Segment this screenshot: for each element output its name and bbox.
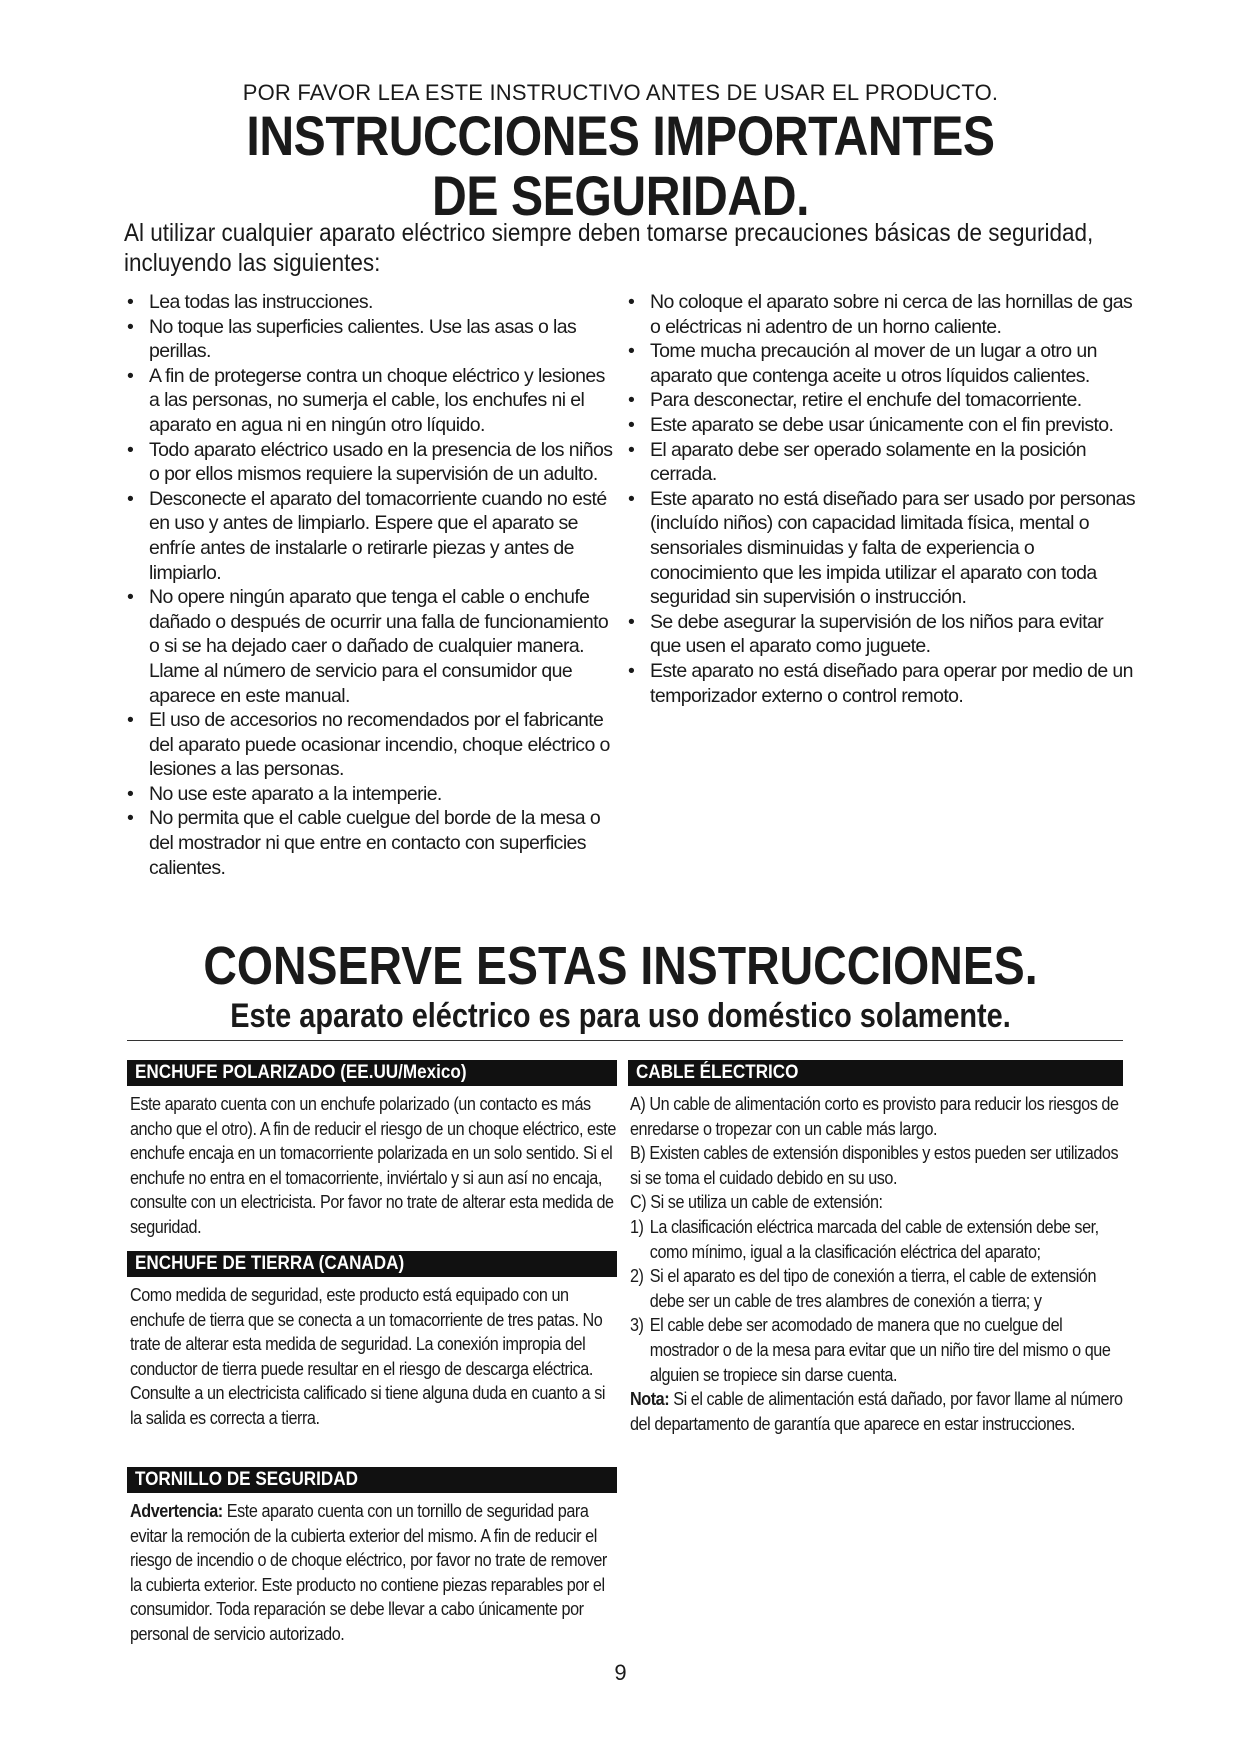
right-bullet-item: • Este aparato no está diseñado para operar por medio de un temporizador externo o control remoto. bbox=[628, 659, 1138, 708]
ground-plug-heading: ENCHUFE DE TIERRA (CANADA) bbox=[127, 1251, 617, 1277]
left-bullet-item: • Lea todas las instrucciones. bbox=[127, 290, 617, 315]
cable-numbered-item bbox=[630, 1264, 1125, 1313]
page-title bbox=[87, 106, 1154, 226]
safety-list-left bbox=[127, 290, 617, 880]
domestic-use-heading: Este aparato eléctrico es para uso doméstico solamente. bbox=[230, 997, 1011, 1035]
safety-screw-heading: TORNILLO DE SEGURIDAD bbox=[127, 1467, 617, 1493]
note-text: Si el cable de alimentación está dañado, por favor llame al número del departamento de garantía que aparece en estar instrucciones. bbox=[630, 1389, 1123, 1434]
left-bullet-item: • Desconecte el aparato del tomacorriente cuando no esté en uso y antes de limpiarlo. Espere que el aparato se enfríe antes de instalarle o retirarle piezas y antes de limpiarlo. bbox=[127, 487, 617, 585]
cable-text bbox=[630, 1092, 1125, 1436]
left-bullet-item: • No toque las superficies calientes. Use las asas o las perillas. bbox=[127, 315, 617, 364]
cable-numbered-item bbox=[630, 1313, 1125, 1387]
cable-item-a: A) Un cable de alimentación corto es provisto para reducir los riesgos de enredarse o tropezar con un cable más largo. bbox=[630, 1094, 1119, 1139]
item-number: 1) bbox=[630, 1216, 644, 1237]
polarized-plug-body: Este aparato cuenta con un enchufe polarizado (un contacto es más ancho que el otro). A fin de reducir el riesgo de un choque eléctrico, este enchufe encaja en un tomacorriente polarizada en un solo sentido. Si el enchufe no entra en el tomacorriente, inviértalo y si aun así no encaja, consulte con un electricista. Por favor no trate de alterar esta medida de seguridad. bbox=[130, 1094, 616, 1237]
cable-numbered-list bbox=[630, 1215, 1125, 1387]
right-bullet-item: • Tome mucha precaución al mover de un lugar a otro un aparato que contenga aceite u otros líquidos calientes. bbox=[628, 339, 1138, 388]
note-label: Nota: bbox=[630, 1389, 670, 1410]
divider bbox=[127, 1040, 1123, 1041]
cable-note bbox=[630, 1387, 1125, 1436]
left-bullet-item: • A fin de protegerse contra un choque eléctrico y lesiones a las personas, no sumerja el cable, los enchufes ni el aparato en agua ni en ningún otro líquido. bbox=[127, 364, 617, 438]
cable-heading: CABLE ÉLECTRICO bbox=[628, 1060, 1123, 1086]
intro-paragraph: Al utilizar cualquier aparato eléctrico siempre deben tomarse precauciones básicas de seguridad, incluyendo las siguientes: bbox=[124, 219, 1094, 277]
polarized-plug-text bbox=[130, 1092, 616, 1240]
ground-plug-text bbox=[130, 1283, 616, 1431]
item-number: 2) bbox=[630, 1266, 644, 1287]
polarized-plug-heading: ENCHUFE POLARIZADO (EE.UU/Mexico) bbox=[127, 1060, 617, 1086]
item-text: La clasificación eléctrica marcada del cable de extensión debe ser, como mínimo, igual a la clasificación eléctrica del aparato; bbox=[649, 1216, 1099, 1262]
title-line-2: DE SEGURIDAD. bbox=[431, 164, 810, 227]
safety-list-right bbox=[628, 290, 1138, 708]
cable-item-c: C) Si se utiliza un cable de extensión: bbox=[630, 1192, 883, 1213]
right-bullet-item: • Este aparato no está diseñado para ser usado por personas (incluído niños) con capacidad limitada física, mental o sensoriales disminuidas y falta de experiencia o conocimiento que les impida utilizar el aparato con toda seguridad sin supervisión o instrucción. bbox=[628, 487, 1138, 610]
safety-screw-body bbox=[130, 1499, 616, 1647]
left-bullet-item: • No permita que el cable cuelgue del borde de la mesa o del mostrador ni que entre en contacto con superficies calientes. bbox=[127, 806, 617, 880]
warning-text: Este aparato cuenta con un tornillo de seguridad para evitar la remoción de la cubierta exterior del mismo. A fin de reducir el riesgo de incendio o de choque eléctrico, por favor no trate de remover la cubierta exterior. Este producto no contiene piezas reparables por el consumidor. Toda reparación se debe llevar a cabo únicamente por personal de servicio autorizado. bbox=[130, 1501, 607, 1644]
cable-item-b: B) Existen cables de extensión disponibles y estos pueden ser utilizados si se toma el cuidado debido en su uso. bbox=[630, 1143, 1119, 1188]
left-bullet-item: • Todo aparato eléctrico usado en la presencia de los niños o por ellos mismos requiere la supervisión de un adulto. bbox=[127, 438, 617, 487]
item-text: Si el aparato es del tipo de conexión a tierra, el cable de extensión debe ser un cable de tres alambres de conexión a tierra; y bbox=[649, 1266, 1097, 1311]
title-line-1: INSTRUCCIONES IMPORTANTES bbox=[246, 104, 995, 167]
cable-numbered-item bbox=[630, 1215, 1125, 1264]
ground-plug-body: Como medida de seguridad, este producto está equipado con un enchufe de tierra que se conecta a un tomacorriente de tres patas. No trate de alterar esta medida de seguridad. La conexión impropia del conductor de tierra puede resultar en el riesgo de descarga eléctrica. Consulte a un electricista calificado si tiene alguna duda en cuanto a si la salida es correcta a tierra. bbox=[130, 1285, 606, 1428]
warning-label: Advertencia: bbox=[130, 1501, 223, 1521]
right-bullet-item: • Para desconectar, retire el enchufe del tomacorriente. bbox=[628, 388, 1138, 413]
left-bullet-item: • No opere ningún aparato que tenga el cable o enchufe dañado o después de ocurrir una falla de funcionamiento o si se ha dejado caer o dañado de cualquier manera. Llame al número de servicio para el consumidor que aparece en este manual. bbox=[127, 585, 617, 708]
page-number: 9 bbox=[614, 1660, 627, 1685]
safety-screw-text bbox=[130, 1499, 616, 1647]
right-bullet-item: • El aparato debe ser operado solamente en la posición cerrada. bbox=[628, 438, 1138, 487]
conserve-heading: CONSERVE ESTAS INSTRUCCIONES. bbox=[203, 936, 1038, 996]
item-number: 3) bbox=[630, 1315, 644, 1336]
item-text: El cable debe ser acomodado de manera que no cuelgue del mostrador o de la mesa para evitar que un niño tire del mismo o que alguien se tropiece sin darse cuenta. bbox=[649, 1315, 1111, 1385]
right-bullet-item: • Se debe asegurar la supervisión de los niños para evitar que usen el aparato como juguete. bbox=[628, 610, 1138, 659]
left-bullet-item: • No use este aparato a la intemperie. bbox=[127, 782, 617, 807]
right-bullet-item: • Este aparato se debe usar únicamente con el fin previsto. bbox=[628, 413, 1138, 438]
left-bullet-item: • El uso de accesorios no recomendados por el fabricante del aparato puede ocasionar incendio, choque eléctrico o lesiones a las personas. bbox=[127, 708, 617, 782]
top-note: POR FAVOR LEA ESTE INSTRUCTIVO ANTES DE USAR EL PRODUCTO. bbox=[242, 80, 999, 105]
right-bullet-item: • No coloque el aparato sobre ni cerca de las hornillas de gas o eléctricas ni adentro de un horno caliente. bbox=[628, 290, 1138, 339]
